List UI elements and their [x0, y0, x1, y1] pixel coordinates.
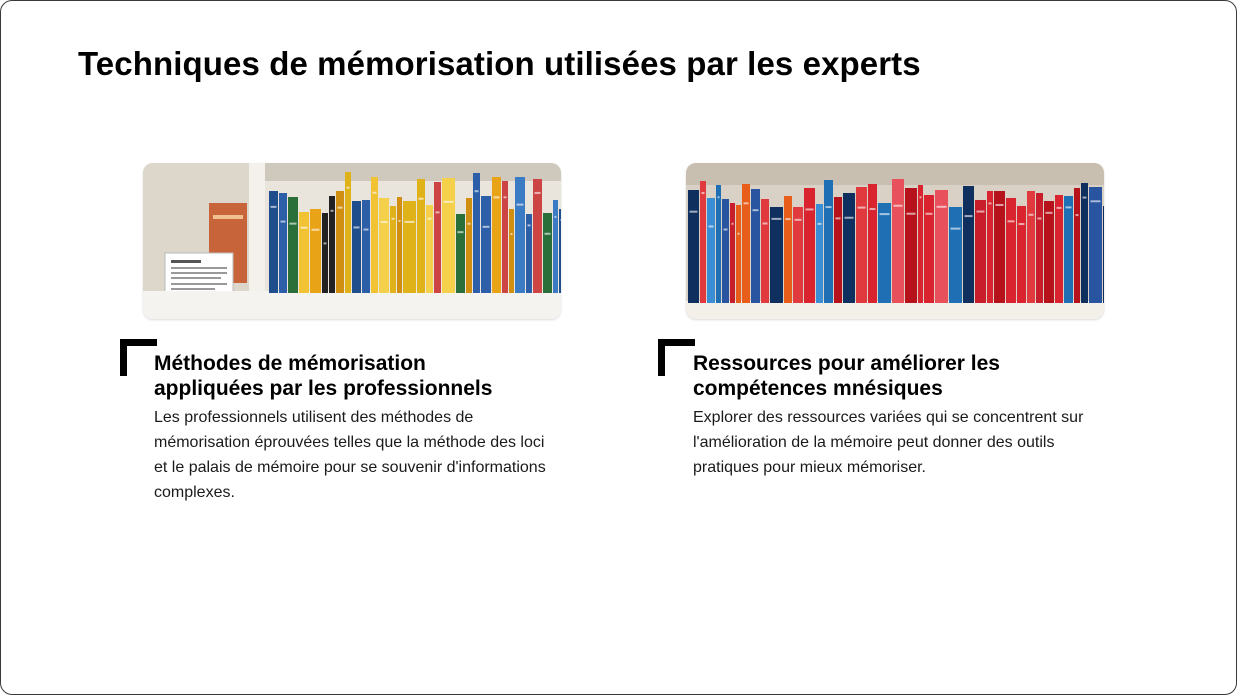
card-heading-line: compétences mnésiques — [693, 377, 943, 400]
card-text-methods: Les professionnels utilisent des méthodes de mémorisation éprouvées telles que la méthode des loci et le palais de mémoire pour se souvenir d'informations complexes. — [154, 409, 546, 501]
corner-bracket-icon — [658, 339, 695, 376]
card-heading-line: Méthodes de mémorisation — [154, 352, 426, 375]
bookshelf-image-left — [143, 163, 561, 319]
card-heading-line: Ressources pour améliorer les — [693, 352, 1000, 375]
corner-bracket-icon — [120, 339, 157, 376]
bookshelf-image-right — [686, 163, 1104, 319]
card-text-resources: Explorer des ressources variées qui se concentrent sur l'amélioration de la mémoire peut donner des outils pratiques pour mieux mémoriser. — [693, 409, 1084, 476]
bookshelf-illustration — [143, 163, 561, 319]
card-heading-line: appliquées par les professionnels — [154, 377, 493, 400]
slide-title: Techniques de mémorisation utilisées par les experts — [78, 45, 921, 82]
card-heading-resources — [693, 351, 1093, 401]
bookshelf-illustration — [686, 163, 1104, 319]
card-heading-methods — [154, 351, 554, 401]
